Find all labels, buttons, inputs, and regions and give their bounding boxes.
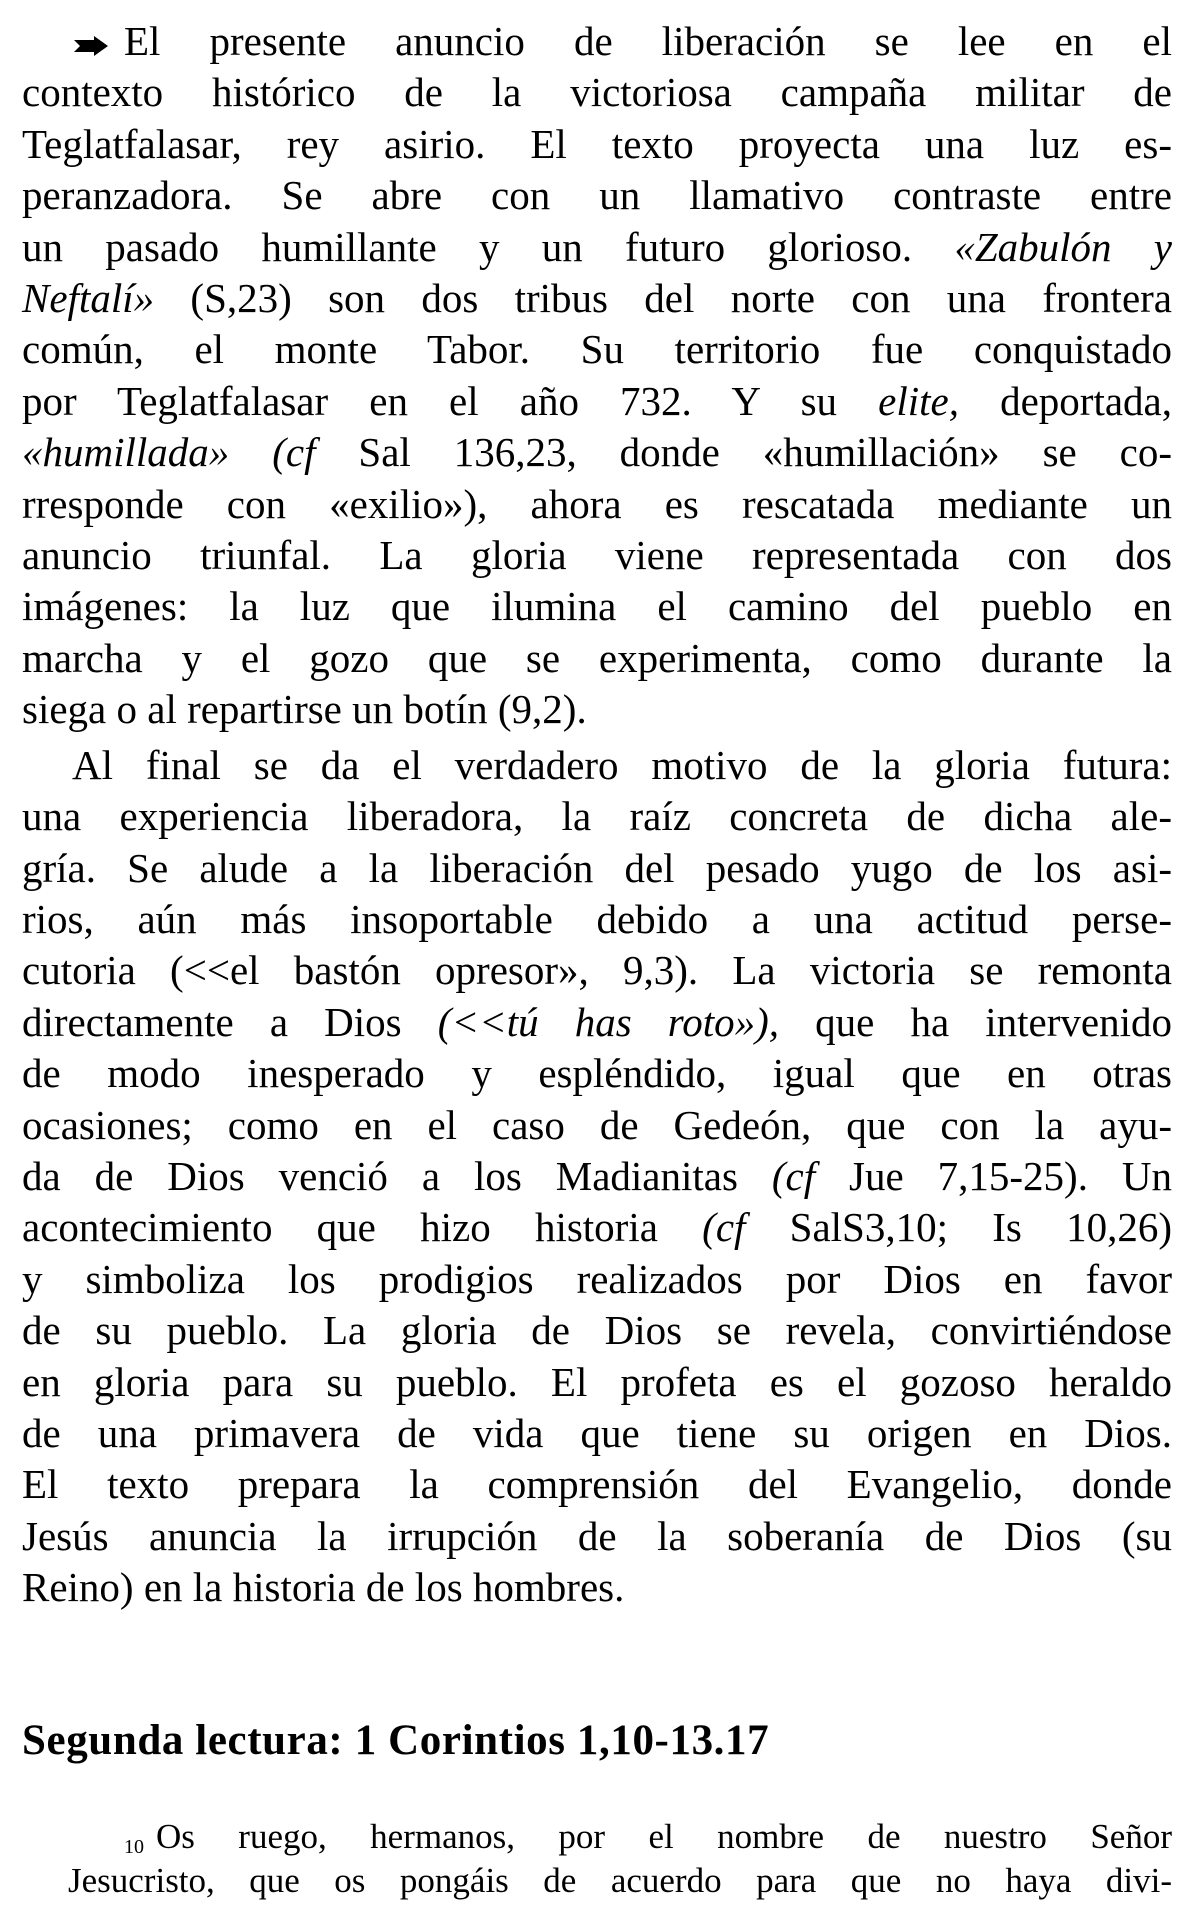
text-line: Reino) en la historia de los hombres. xyxy=(22,1564,625,1611)
arrow-icon xyxy=(72,36,110,56)
text-line: rresponde con «exilio»), ahora es rescatada mediante un xyxy=(22,480,1172,527)
text-line: ocasiones; como en el caso de Gedeón, que con la ayu- xyxy=(22,1101,1172,1148)
text-line: marcha y el gozo que se experimenta, como durante la xyxy=(22,634,1172,681)
text-line: Al final se da el verdadero motivo de la gloria futura: xyxy=(72,741,1172,788)
page xyxy=(22,16,1172,1614)
text-line: Os ruego, hermanos, por el nombre de nuestro Señor xyxy=(156,1817,1172,1856)
text-line: peranzadora. Se abre con un llamativo contraste entre xyxy=(22,172,1172,219)
italic-quote: Neftalí» xyxy=(22,275,155,322)
verse-number: 10 xyxy=(124,1836,144,1858)
reading-text xyxy=(68,1815,1172,1903)
text-line: El texto prepara la comprensión del Evangelio, donde xyxy=(22,1461,1172,1508)
text-line: Neftalí» (S,23) son dos tribus del norte con una frontera xyxy=(22,275,1172,322)
text-line: Jesús anuncia la irrupción de la soberanía de Dios (su xyxy=(22,1512,1172,1559)
text-line: acontecimiento que hizo historia (cf SalS3,10; Is 10,26) xyxy=(22,1204,1172,1251)
text-line: Jesucristo, que os pongáis de acuerdo para que no haya divi- xyxy=(68,1861,1172,1900)
text-line: directamente a Dios (<<tú has roto»), que ha intervenido xyxy=(22,998,1172,1045)
text-line: da de Dios venció a los Madianitas (cf Jue 7,15-25). Un xyxy=(22,1152,1172,1199)
text-line: de su pueblo. La gloria de Dios se revela, convirtiéndose xyxy=(22,1307,1172,1354)
text-line: común, el monte Tabor. Su territorio fue conquistado xyxy=(22,326,1172,373)
text-line: gría. Se alude a la liberación del pesado yugo de los asi- xyxy=(22,844,1172,891)
italic-quote: «Zabulón y xyxy=(954,223,1172,270)
text-line: «humillada» (cf Sal 136,23, donde «humillación» se co- xyxy=(22,429,1172,476)
text-line: de una primavera de vida que tiene su origen en Dios. xyxy=(22,1409,1172,1456)
text-line: una experiencia liberadora, la raíz concreta de dicha ale- xyxy=(22,793,1172,840)
italic-cf: (cf xyxy=(771,1152,816,1199)
text-line: un pasado humillante y un futuro glorioso. «Zabulón y xyxy=(22,223,1172,270)
text-line: imágenes: la luz que ilumina el camino del pueblo en xyxy=(22,583,1172,630)
text-line: siega o al repartirse un botín (9,2). xyxy=(22,686,587,733)
italic-cf: (cf xyxy=(702,1204,746,1251)
text-line: anuncio triunfal. La gloria viene representada con dos xyxy=(22,532,1172,579)
italic-quote: (<<tú has roto»), xyxy=(437,998,780,1045)
text-line: contexto histórico de la victoriosa campaña militar de xyxy=(22,69,1172,116)
commentary-paragraph-2 xyxy=(22,740,1172,1614)
text-line: y simboliza los prodigios realizados por Dios en favor xyxy=(22,1255,1172,1302)
text-line: por Teglatfalasar en el año 732. Y su elite, deportada, xyxy=(22,377,1172,424)
text-line: rios, aún más insoportable debido a una actitud perse- xyxy=(22,895,1172,942)
text-line: de modo inesperado y espléndido, igual que en otras xyxy=(22,1050,1172,1097)
commentary-paragraph-1 xyxy=(22,16,1172,736)
text-line: Teglatfalasar, rey asirio. El texto proyecta una luz es- xyxy=(22,120,1172,167)
italic-quote: «humillada» (cf xyxy=(22,429,316,476)
text-line: en gloria para su pueblo. El profeta es el gozoso heraldo xyxy=(22,1358,1172,1405)
italic-word: elite, xyxy=(878,377,959,424)
text-line: El presente anuncio de liberación se lee en el xyxy=(22,16,1172,67)
text-line: cutoria (<<el bastón opresor», 9,3). La victoria se remonta xyxy=(22,947,1172,994)
section-heading: Segunda lectura: 1 Corintios 1,10-13.17 xyxy=(22,1717,770,1764)
